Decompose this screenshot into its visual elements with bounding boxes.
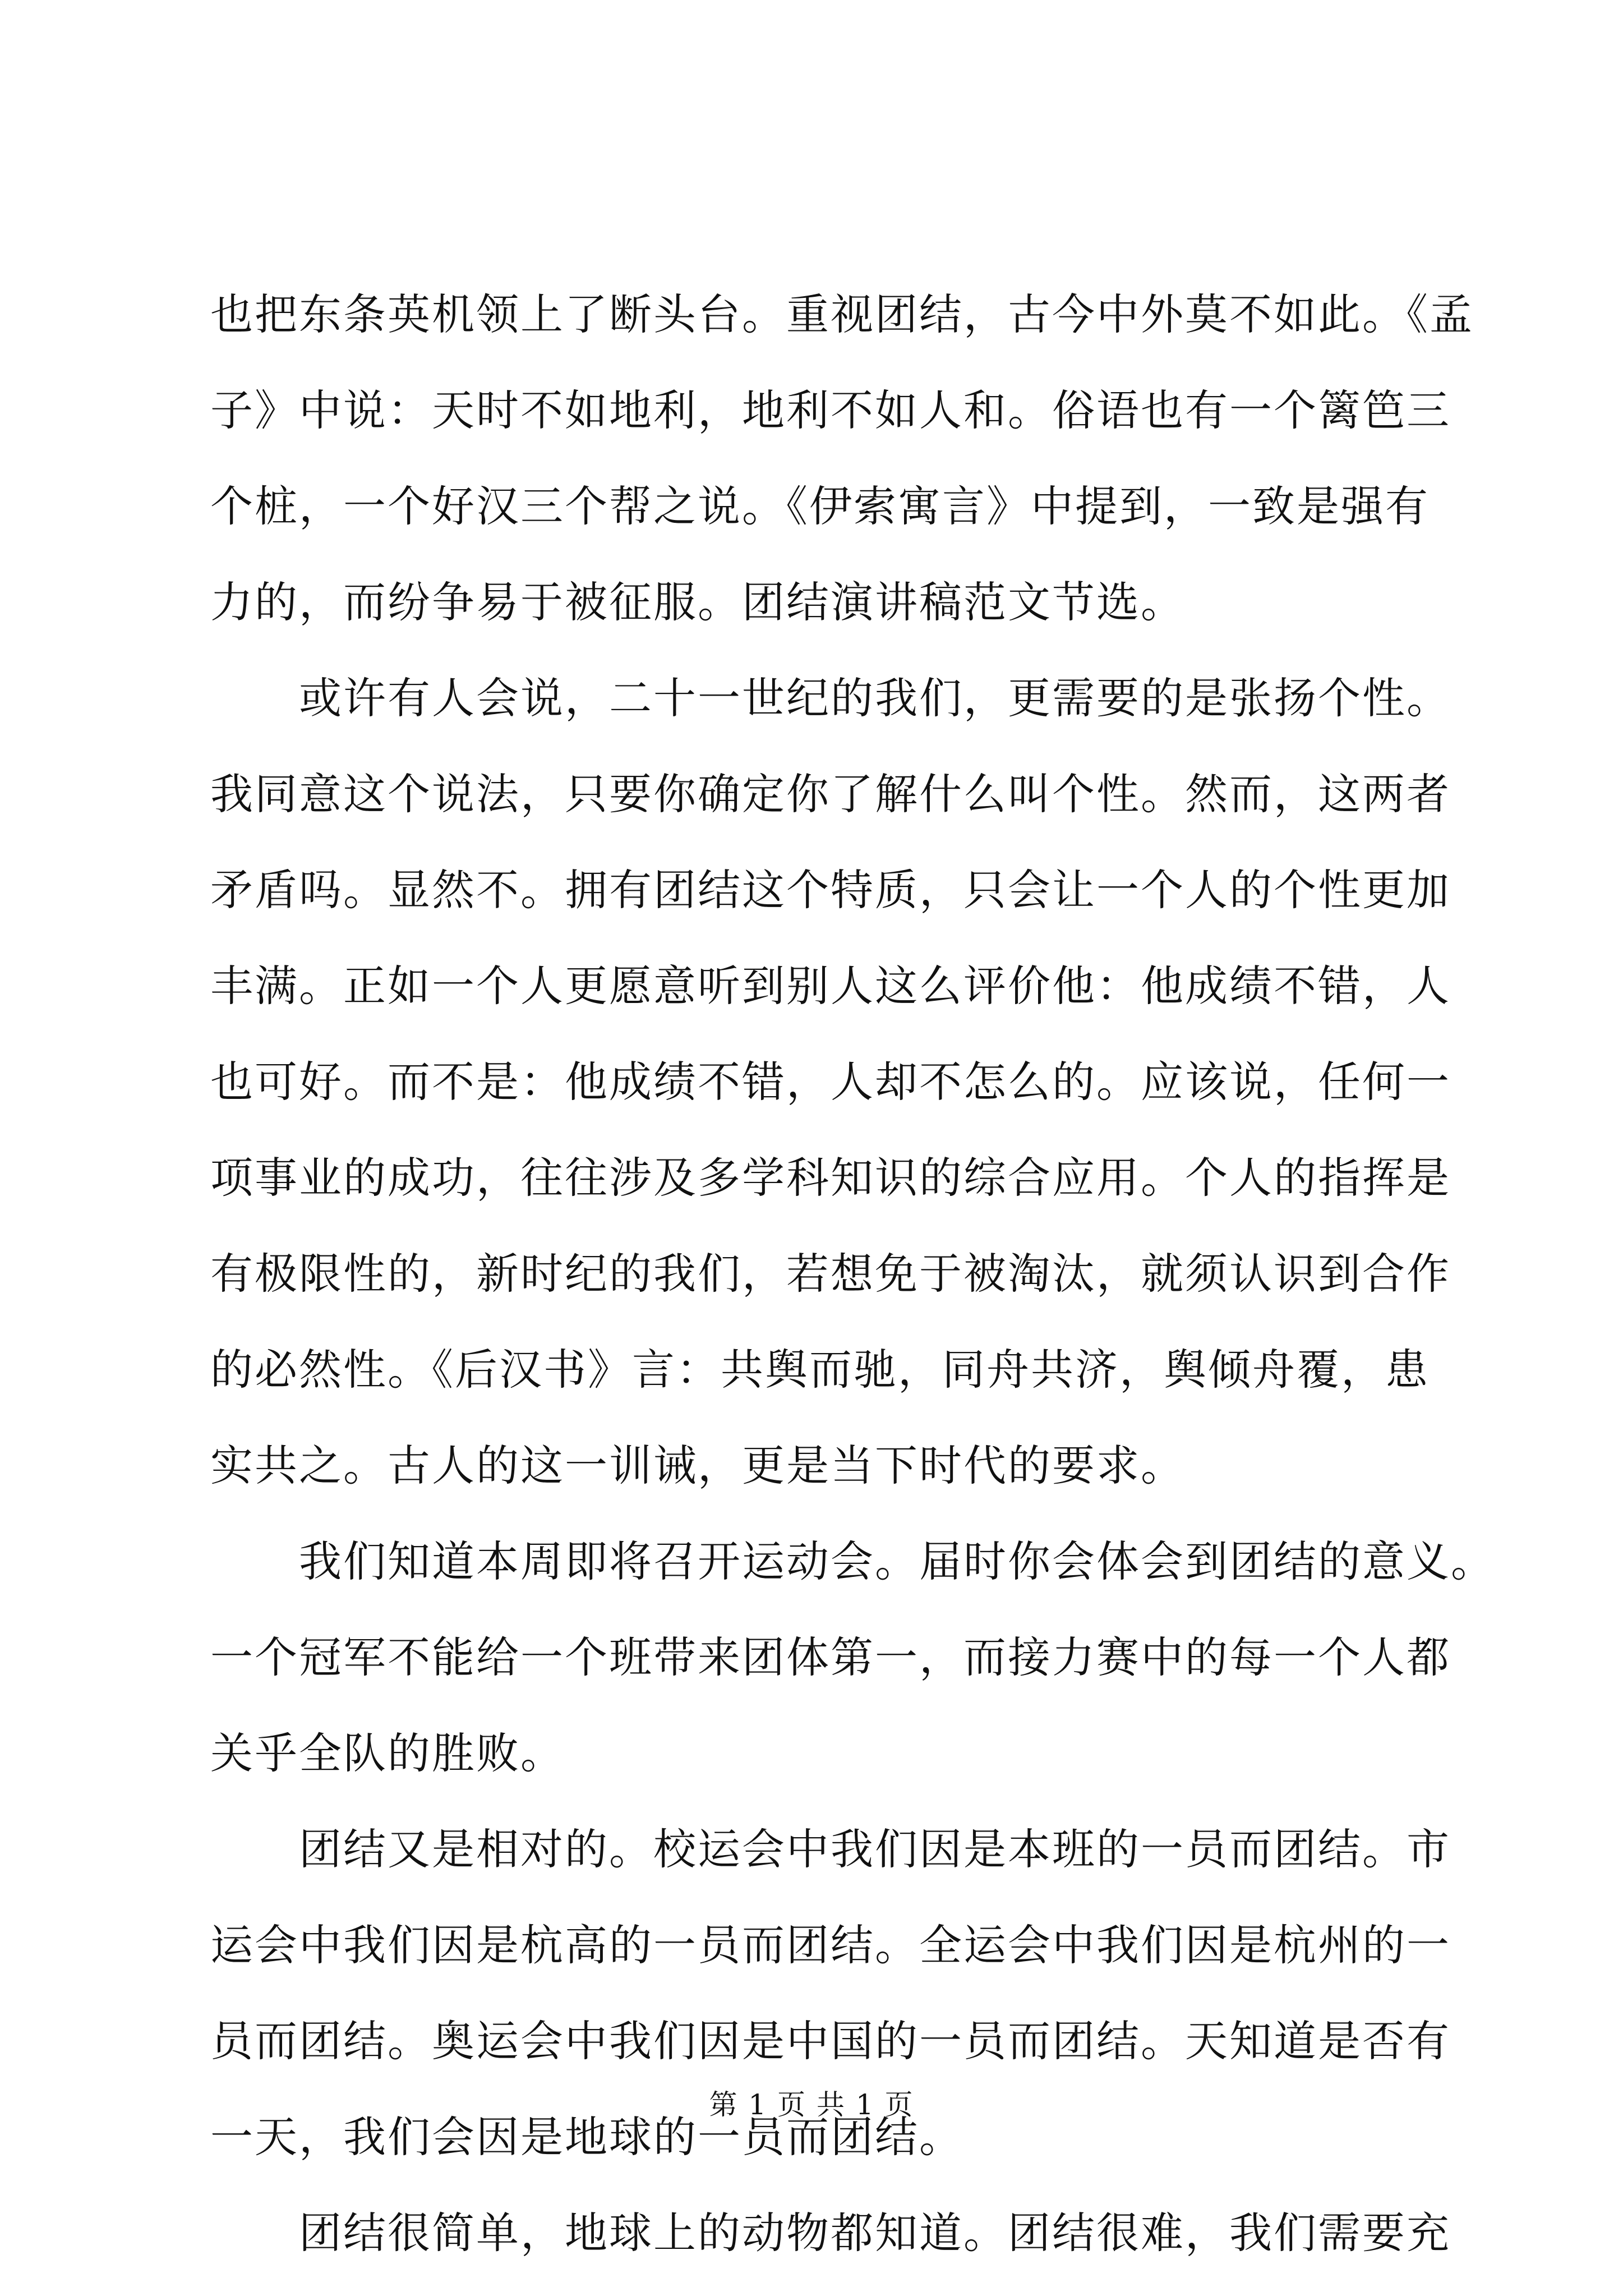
text-line: 一个冠军不能给一个班带来团体第一，而接力赛中的每一个人都 xyxy=(210,1632,1451,1682)
text-line: 关乎全队的胜败。 xyxy=(210,1728,565,1778)
text-line: 也可好。而不是：他成绩不错，人却不怎么的。应该说，任何一 xyxy=(210,1057,1451,1107)
text-line: 我同意这个说法，只要你确定你了解什么叫个性。然而，这两者 xyxy=(210,769,1451,819)
text-line: 有极限性的，新时纪的我们，若想免于被淘汰，就须认识到合作 xyxy=(210,1249,1451,1299)
text-line: 一天，我们会因是地球的一员而团结。 xyxy=(210,2112,963,2162)
text-line: 运会中我们因是杭高的一员而团结。全运会中我们因是杭州的一 xyxy=(210,1920,1451,1970)
text-line: 个桩，一个好汉三个帮之说。《伊索寓言》中提到，一致是强有 xyxy=(210,481,1430,531)
text-line: 也把东条英机领上了断头台。重视团结，古今中外莫不如此。《孟 xyxy=(210,289,1474,339)
text-line: 丰满。正如一个人更愿意听到别人这么评价他：他成绩不错，人 xyxy=(210,961,1451,1011)
text-line: 力的，而纷争易于被征服。团结演讲稿范文节选。 xyxy=(210,577,1185,627)
text-line: 员而团结。奥运会中我们因是中国的一员而团结。天知道是否有 xyxy=(210,2016,1451,2066)
text-line: 的必然性。《后汉书》言：共舆而驰，同舟共济，舆倾舟覆，患 xyxy=(210,1345,1430,1395)
text-line: 子》中说：天时不如地利，地利不如人和。俗语也有一个篱笆三 xyxy=(210,385,1451,435)
paragraph-start-line: 我们知道本周即将召开运动会。届时你会体会到团结的意义。 xyxy=(299,1536,1495,1586)
paragraph-start-line: 团结很简单，地球上的动物都知道。团结很难，我们需要充 xyxy=(299,2208,1451,2258)
paragraph-start-line: 团结又是相对的。校运会中我们因是本班的一员而团结。市 xyxy=(299,1824,1451,1874)
page-footer: 第 1 页 共 1 页 xyxy=(709,2088,914,2121)
body-text xyxy=(210,266,1495,2281)
text-line: 矛盾吗。显然不。拥有团结这个特质，只会让一个人的个性更加 xyxy=(210,865,1451,915)
text-line: 项事业的成功，往往涉及多学科知识的综合应用。个人的指挥是 xyxy=(210,1153,1451,1203)
text-line: 实共之。古人的这一训诫，更是当下时代的要求。 xyxy=(210,1441,1185,1490)
paragraph-start-line: 或许有人会说，二十一世纪的我们，更需要的是张扬个性。 xyxy=(299,673,1451,723)
